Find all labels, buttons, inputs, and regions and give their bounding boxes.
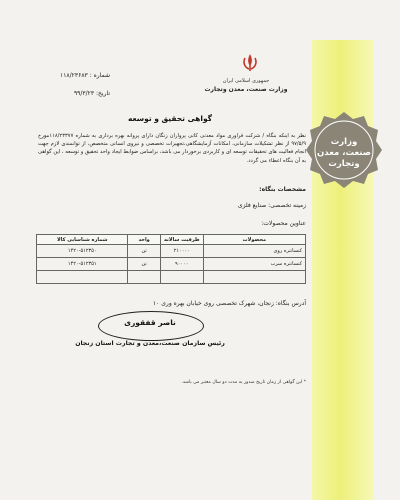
validity-note [60, 380, 306, 385]
asterisk-icon: * [303, 380, 306, 385]
iran-emblem-icon [240, 52, 260, 74]
date-value: ۹۹/۳/۲۳ [73, 90, 95, 97]
cell-capacity: ۲۱۰۰۰۰ [160, 245, 203, 258]
country-name: جمهوری اسلامی ایران [222, 78, 270, 84]
table-header-row [37, 235, 306, 245]
yellow-ribbon [312, 40, 374, 500]
col-products: محصولات [203, 235, 305, 245]
certificate-body: نظر به اینکه بنگاه / شرکت فراوری مواد معدنی کانی پرواران زنگان دارای پروانه بهره برداری به شماره ۱۱۸/۲۳۳۷۷مورخ ۹۷/۵/۹ از نظر تشکیلات سازمانی، امکانات آزمایشگاهی،تجهیزات تخصصی و نیروی انسانی متخصص، از توانمندی لازم جهت انجام فعالیت های تحقیقات توسعه ای و کاربردی برخوردار می باشد، براساس ضوابط ایجاد واحد تحقیق و توسعه ، این گواهی به آن بنگاه اعطاء می گردد. [38, 133, 306, 164]
ministry-name: وزارت صنعت، معدن وتجارت [204, 86, 288, 93]
letter-date [40, 90, 110, 97]
date-label: تاریخ: [96, 90, 110, 97]
signatory-title: رئیس سازمان صنعت،معدن و تجارت استان زنجان [75, 340, 225, 347]
number-label: شماره : [89, 72, 110, 79]
cell-unit: تن [128, 245, 160, 258]
section-specs: مشخصات بنگاه: [259, 186, 306, 193]
products-table [36, 234, 306, 284]
cell-product: کنسانتره سرب [203, 258, 305, 271]
table-row [37, 245, 306, 258]
seal-line-2: صنعت، معدن [317, 148, 371, 158]
seal-line-1: وزارت [330, 137, 358, 147]
signatory-name: ناصر قفقوری [124, 318, 176, 327]
cell-unit: تن [128, 258, 160, 271]
seal-line-3: وتجارت [328, 159, 360, 169]
cell-product: کنسانتره روی [203, 245, 305, 258]
col-unit: واحد [128, 235, 160, 245]
seal-text [309, 137, 379, 170]
letter-number [40, 72, 110, 79]
col-capacity: ظرفیت سالانه [160, 235, 203, 245]
table-row [37, 258, 306, 271]
number-value: ۱۱۸/۲۳۶۸۳ [59, 72, 88, 79]
products-title: عناوین محصولات: [261, 220, 306, 227]
cell-product-id: ۱۴۲۰-۵۱۲۳۵۰ [37, 245, 128, 258]
certificate-title: گواهی تحقیق و توسعه [127, 114, 213, 123]
field-specialty: زمینه تخصصی: صنایع فلزی [237, 202, 306, 209]
cell-capacity: ۹۰۰۰۰ [160, 258, 203, 271]
col-product-id: شماره شناسایی کالا [37, 235, 128, 245]
table-row-empty [37, 271, 306, 284]
cell-product-id: ۱۴۲۰-۵۱۲۳۵۱ [37, 258, 128, 271]
validity-note-text: این گواهی از زمان تاریخ صدور به مدت دو سال معتبر می باشد. [181, 380, 303, 385]
company-address: آدرس بنگاه: زنجان، شهرک تخصصی روی خیابان بهره وری ۱۰ [152, 300, 306, 307]
